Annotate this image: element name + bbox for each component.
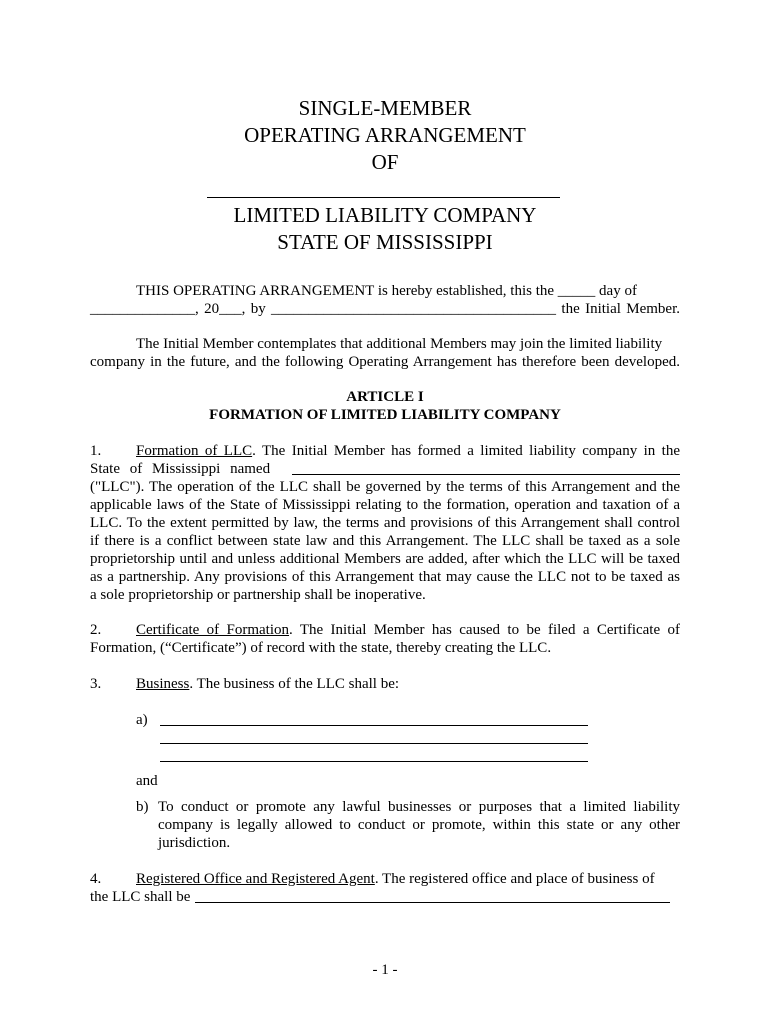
section-1-line-6: if there is a conflict between state law and this Arrangement. The LLC shall be taxed as a sole	[90, 533, 680, 549]
title-line-3: OF	[371, 150, 399, 174]
title-line-5: STATE OF MISSISSIPPI	[277, 230, 493, 254]
section-2-line-1: 2. Certificate of Formation. The Initial Member has caused to be filed a Certificate of	[90, 622, 680, 638]
intro-paragraph-2-line-2: company in the future, and the following Operating Arrangement has therefore been developed.	[90, 354, 680, 370]
title-line-4: LIMITED LIABILITY COMPANY	[233, 203, 537, 227]
intro-paragraph-1-line-2: ______________, 20___, by ______________________________________ the Initial Member.	[90, 301, 680, 317]
article-heading: ARTICLE I	[346, 389, 424, 405]
and-text: and	[136, 773, 158, 789]
llc-name-blank	[292, 474, 680, 475]
company-name-blank	[207, 197, 560, 198]
section-4-title: Registered Office and Registered Agent	[136, 871, 375, 887]
title-line-2: OPERATING ARRANGEMENT	[244, 123, 526, 147]
intro-paragraph-1-line-1: THIS OPERATING ARRANGEMENT is hereby established, this the _____ day of	[136, 283, 637, 299]
section-4-line-2: the LLC shall be	[90, 889, 191, 905]
section-1-line-4: applicable laws of the State of Mississippi relating to the formation, operation and taxation of a	[90, 497, 680, 513]
section-4-line-1: 4. Registered Office and Registered Agent. The registered office and place of business of	[90, 871, 655, 887]
registered-office-blank	[195, 902, 670, 903]
section-2-title: Certificate of Formation	[136, 622, 290, 638]
section-1-line-7: proprietorship until and unless additional Members are added, after which the LLC will be taxed	[90, 551, 680, 567]
section-1-line-3: ("LLC"). The operation of the LLC shall be governed by the terms of this Arrangement and the	[90, 479, 680, 495]
item-b-line-2: company is legally allowed to conduct or promote, within this state or any other	[158, 817, 680, 833]
item-b-line-1: To conduct or promote any lawful businesses or purposes that a limited liability	[158, 799, 680, 815]
section-3-title: Business	[136, 676, 190, 692]
business-blank-3	[160, 761, 588, 762]
business-blank-2	[160, 743, 588, 744]
item-b-line-3: jurisdiction.	[158, 835, 231, 851]
section-1-line-1: 1. Formation of LLC. The Initial Member has formed a limited liability company in the	[90, 443, 681, 459]
section-3-line-1: 3. Business. The business of the LLC shall be:	[90, 676, 400, 692]
section-2-line-2: Formation, (“Certificate”) of record with the state, thereby creating the LLC.	[90, 640, 552, 656]
article-subheading: FORMATION OF LIMITED LIABILITY COMPANY	[209, 407, 561, 423]
item-a-label: a)	[136, 712, 148, 728]
section-1-line-8: as a partnership. Any provisions of this Arrangement that may cause the LLC not to be taxed as	[90, 569, 680, 585]
section-1-line-2: State of Mississippi named	[90, 461, 271, 477]
intro-paragraph-2-line-1: The Initial Member contemplates that additional Members may join the limited liability	[136, 336, 663, 352]
page-number: - 1 -	[372, 962, 398, 978]
section-1-title: Formation of LLC	[136, 443, 253, 459]
business-blank-1	[160, 725, 588, 726]
section-1-line-9: a sole proprietorship or partnership shall be inoperative.	[90, 587, 426, 603]
title-line-1: SINGLE-MEMBER	[298, 96, 472, 120]
section-1-line-5: LLC. To the extent permitted by law, the terms and provisions of this Arrangement shall control	[90, 515, 680, 531]
item-b-label: b)	[136, 799, 149, 815]
